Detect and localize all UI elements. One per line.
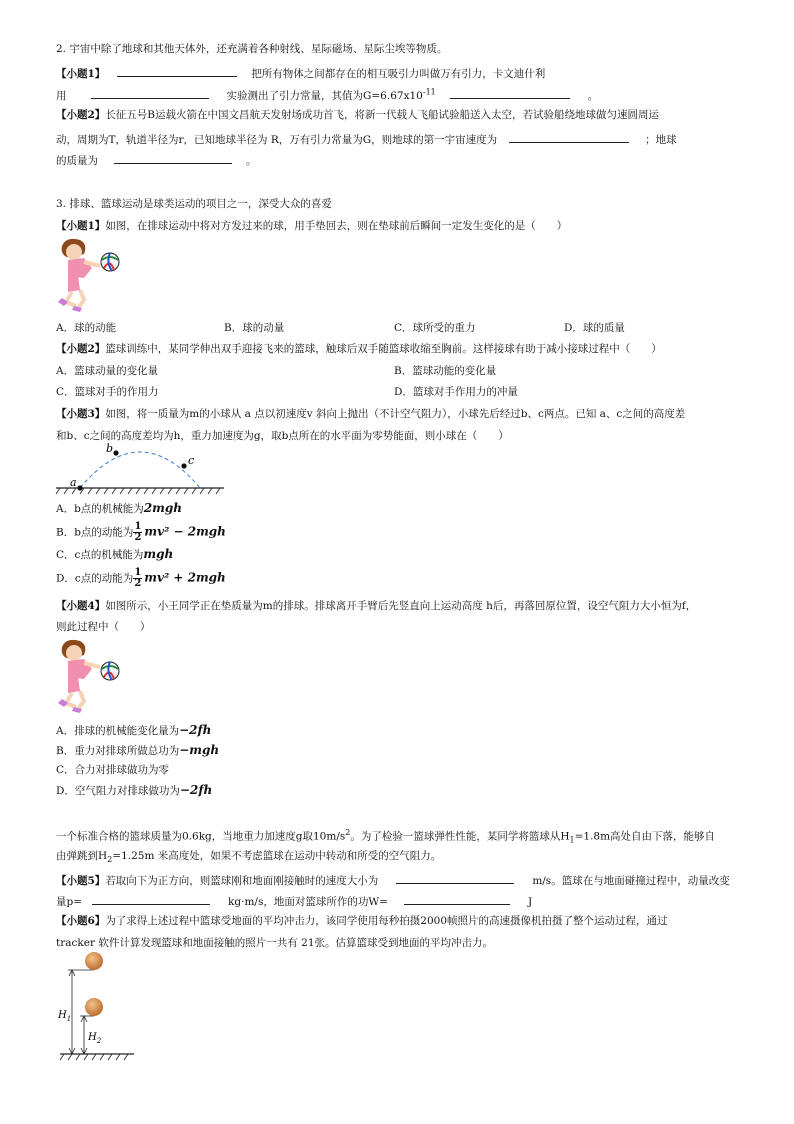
option-formula: mv² − 2mgh (144, 524, 226, 539)
fraction-denominator: 2 (134, 578, 142, 589)
option-text: A．排球的机械能变化量为 (56, 725, 180, 737)
exponent: 2 (345, 828, 351, 837)
answer-blank[interactable] (509, 131, 629, 143)
q2-sub2-line1 (56, 109, 659, 121)
q2-sub2-text2: 动，周期为T，轨道半径为r，已知地球半径为 R，万有引力常量为G，则地球的第一宇宙速度为 (56, 134, 498, 146)
volleyball-player-illustration-2 (54, 637, 122, 715)
answer-blank[interactable] (450, 87, 570, 99)
q2-sub2-text4: 的质量为 (56, 155, 98, 167)
q2-sub1-use: 用 (56, 90, 67, 102)
option-text: D．c点的动能为 (56, 572, 134, 585)
option-text: B．重力对排球所做总功为 (56, 745, 180, 757)
text: 一个标准合格的篮球质量为0.6kg，当地重力加速度g取10m/s (56, 830, 346, 843)
q2-sub1-exp: -11 (422, 87, 436, 97)
q3-s1-tag: 【小题1】 (56, 220, 106, 232)
answer-blank[interactable] (396, 872, 514, 884)
q3-s3-option-d[interactable] (56, 568, 226, 589)
q3-s5-unit3: J (527, 896, 533, 908)
basketball-text-line1 (56, 828, 715, 845)
q3-s2-text: 篮球训练中，某同学伸出双手迎接飞来的篮球，触球后双手随篮球收缩至胸前。这样接球有助于减小接球过程中（ ） (105, 343, 662, 355)
option-text: D．空气阻力对排球做功为 (56, 785, 180, 797)
q3-s4-line2: 则此过程中（ ） (56, 621, 151, 633)
option-formula: 2mgh (143, 501, 182, 515)
q3-s3-option-b[interactable] (56, 522, 226, 543)
q3-s5-text: 若取向下为正方向，则篮球刚和地面刚接触时的速度大小为 (105, 875, 379, 887)
q3-s1-option-a[interactable]: A．球的动能 (56, 322, 117, 334)
point-a-label: a (70, 476, 77, 489)
answer-blank[interactable] (91, 87, 209, 99)
fraction-numerator: 1 (134, 521, 142, 532)
q3-s4-line1 (56, 600, 696, 612)
q3-s3-tag: 【小题3】 (56, 408, 106, 420)
q2-sub2-end: 。 (246, 155, 257, 167)
q3-s2-option-d[interactable]: D．篮球对手作用力的冲量 (394, 386, 518, 398)
q3-s6-line1 (56, 915, 668, 927)
volleyball-player-illustration (54, 236, 122, 314)
q2-sub2-text3: ；地球 (645, 134, 677, 146)
q3-s4-option-d[interactable] (56, 784, 212, 798)
q3-s2-option-c[interactable]: C．篮球对手的作用力 (56, 386, 159, 398)
subscript: 1 (569, 835, 575, 845)
q3-s4-tag: 【小题4】 (56, 600, 106, 612)
q3-s2-option-b[interactable]: B．篮球动能的变化量 (394, 365, 497, 377)
q3-s4-text: 如图所示，小王同学正在垫质量为m的排球。排球离开手臂后先竖直向上运动高度 h后，再落回原位置，设空气阻力大小恒为f， (105, 600, 697, 612)
q3-s5-unit2: kg·m/s，地面对篮球所作的功W= (228, 896, 388, 908)
q3-s6-tag: 【小题6】 (56, 915, 106, 927)
q2-sub2-line2 (56, 131, 677, 146)
text: =1.8m高处自由下落，能够自 (574, 830, 716, 843)
fraction-denominator: 2 (134, 532, 142, 543)
q2-sub2-tag: 【小题2】 (56, 109, 106, 121)
q2-sub1-line1 (56, 65, 545, 80)
q3-s3-option-a[interactable] (56, 502, 182, 516)
option-text: C．合力对排球做功为零 (56, 764, 170, 776)
q3-s5-unit1: m/s。篮球在与地面碰撞过程中，动量改变 (532, 875, 730, 887)
q3-s5-line2 (56, 893, 532, 908)
h1-letter: H (58, 1010, 67, 1021)
q3-s1-line (56, 220, 567, 232)
option-text: B．b点的动能为 (56, 526, 134, 539)
option-formula: mgh (143, 547, 174, 561)
q3-s1-option-c[interactable]: C．球所受的重力 (394, 322, 476, 334)
answer-blank[interactable] (92, 893, 210, 905)
fraction (133, 522, 142, 543)
point-b-label: b (106, 442, 114, 455)
q3-s5-text2: 量p= (56, 896, 83, 908)
q3-s6-line2: tracker 软件计算发现篮球和地面接触的照片一共有 21张。估算篮球受到地面的平均冲击力。 (56, 937, 494, 949)
option-formula: −2fh (179, 723, 212, 737)
text: =1.25m 米高度处，如果不考虑篮球在运动中转动和所受的空气阻力。 (112, 850, 442, 862)
q2-sub2-text: 长征五号B运载火箭在中国文昌航天发射场成功首飞，将新一代载人飞船试验船送入太空，若试验船绕地球做匀速圆周运 (105, 109, 660, 121)
basketball-drop-diagram (54, 950, 138, 1062)
q3-s4-option-a[interactable] (56, 724, 211, 738)
q2-sub1-tag: 【小题1】 (56, 68, 106, 80)
q3-s4-option-b[interactable] (56, 744, 219, 758)
q2-intro: 2. 宇宙中除了地球和其他天体外，还充满着各种射线、星际磁场、星际尘埃等物质。 (56, 43, 448, 55)
q3-s2-option-a[interactable]: A．篮球动量的变化量 (56, 365, 159, 377)
q3-s1-option-b[interactable]: B．球的动量 (224, 322, 285, 334)
q3-s3-option-c[interactable] (56, 548, 173, 562)
q3-s2-tag: 【小题2】 (56, 343, 106, 355)
q3-s4-option-c[interactable] (56, 764, 169, 776)
h2-letter: H (88, 1032, 97, 1043)
option-text: C．c点的机械能为 (56, 549, 144, 561)
option-formula: −2fh (179, 783, 213, 797)
q3-s5-tag: 【小题5】 (56, 875, 106, 887)
q3-s1-option-d[interactable]: D．球的质量 (564, 322, 625, 334)
q3-s3-text: 如图，将一质量为m的小球从 a 点以初速度v 斜向上抛出（不计空气阻力），小球先后经过b、c两点。已知 a、c之间的高度差 (105, 408, 686, 420)
option-formula: −mgh (179, 743, 220, 757)
q3-s3-line2: 和b、c之间的高度差均为h，重力加速度为g，取b点所在的水平面为零势能面，则小球在（ ） (56, 430, 509, 442)
h1-label (57, 1010, 71, 1023)
h2-subscript: 2 (96, 1037, 102, 1045)
projectile-trajectory-diagram (56, 444, 226, 496)
q3-intro: 3. 排球、篮球运动是球类运动的项目之一，深受大众的喜爱 (56, 198, 332, 210)
answer-blank[interactable] (404, 893, 510, 905)
fraction (133, 568, 142, 589)
q3-s5-line1 (56, 872, 730, 887)
subscript: 2 (107, 855, 113, 865)
q2-sub1-end: 。 (587, 90, 599, 102)
q2-sub2-line3 (56, 152, 257, 167)
q2-sub1-text2: 实验测出了引力常量，其值为G=6.67x10 (226, 90, 423, 102)
answer-blank[interactable] (114, 152, 232, 164)
q3-s3-line1 (56, 408, 685, 420)
h2-label (87, 1032, 102, 1045)
q2-sub1-line2 (56, 87, 598, 102)
q3-s1-text: 如图，在排球运动中将对方发过来的球，用手垫回去，则在垫球前后瞬间一定发生变化的是（ ） (105, 220, 568, 232)
q3-s6-text: 为了求得上述过程中篮球受地面的平均冲击力，该同学使用每秒拍摄2000帧照片的高速摄像机拍摄了整个运动过程，通过 (105, 915, 668, 927)
option-formula: mv² + 2mgh (144, 570, 226, 585)
text: 由弹跳到H (56, 850, 108, 862)
q2-sub1-text: 把所有物体之间都存在的相互吸引力叫做万有引力，卡文迪什利 (251, 68, 546, 80)
h1-subscript: 1 (66, 1015, 72, 1023)
point-c-label: c (188, 454, 195, 467)
option-text: A．b点的机械能为 (56, 503, 144, 515)
q3-s2-line (56, 343, 662, 355)
text: 。为了检验一篮球弹性性能，某同学将篮球从H (350, 830, 570, 843)
basketball-text-line2 (56, 850, 441, 864)
fraction-numerator: 1 (134, 567, 142, 578)
answer-blank[interactable] (117, 65, 237, 77)
